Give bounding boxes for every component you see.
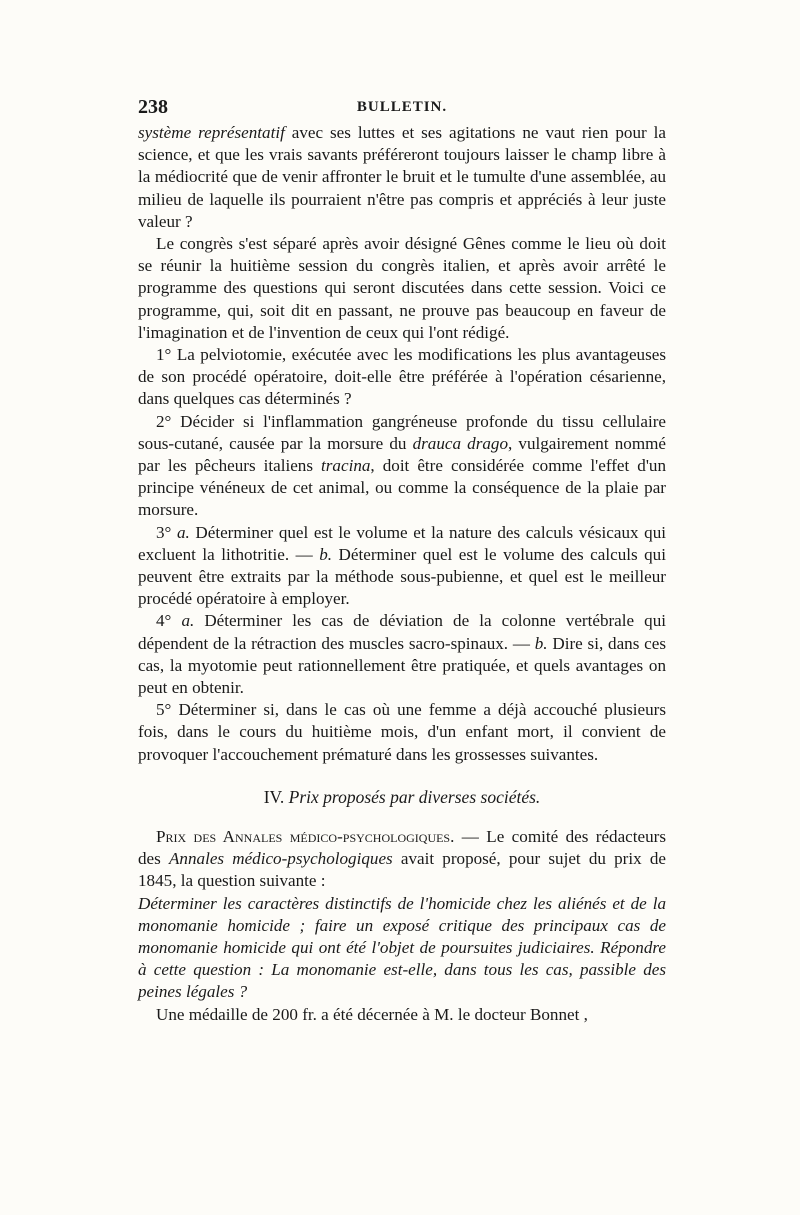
- question-4: [138, 610, 666, 699]
- paragraph-1-text: avec ses luttes et ses agitations ne vaut rien pour la science, et que les vrais savants préféreront toujours laisser le champ libre à la médiocrité que de venir affronter le bruit et le tumulte d'une assemblée, au milieu de laquelle ils pourraient n'être pas compris et appréciés à leur juste valeur ?: [138, 123, 666, 231]
- running-title: BULLETIN.: [356, 99, 448, 115]
- page: [138, 96, 666, 1026]
- question-4-text-b: Dire si, dans ces cas, la myotomie peut rationnellement être pratiquée, et quels avantages on peut en obtenir.: [138, 633, 666, 698]
- prize-text-b: avait proposé, pour sujet du prix de 1845, la question suivante :: [138, 849, 666, 891]
- common-name: tracina: [321, 456, 371, 476]
- italic-term: système représentatif: [138, 123, 285, 142]
- question-3-part-b: b.: [319, 544, 333, 564]
- question-4-part-b: b.: [534, 633, 548, 653]
- question-3: [138, 522, 666, 611]
- question-3-text-a: Déterminer quel est le volume et la nature des calculs vésicaux qui excluent la lithotritie. —: [138, 522, 667, 564]
- question-3-number: 3°: [156, 522, 177, 542]
- species-name: drauca drago: [412, 433, 508, 453]
- question-4-part-a: a.: [181, 611, 195, 631]
- question-2-text-b: , vulgairement nommé par les pêcheurs italiens: [138, 433, 666, 476]
- question-1: 1° La pelviotomie, exécutée avec les modifications les plus avantageuses de son procédé opératoire, doit-elle être préférée à l'opération césarienne, dans quelques cas déterminés ?: [138, 345, 666, 409]
- paragraph-congress: Le congrès s'est séparé après avoir désigné Gênes comme le lieu où doit se réunir la huitième session du congrès italien, et après avoir arrêté le programme des questions qui seront discutées dans cette session. Voici ce programme, qui, soit dit en passant, ne prouve pas beaucoup en faveur de l'imagination et de l'invention de ceux qui l'ont rédigé.: [138, 234, 666, 342]
- question-5: 5° Déterminer si, dans le cas où une femme a déjà accouché plusieurs fois, dans le cours du huitième mois, d'un enfant mort, il convient de provoquer l'accouchement prématuré dans les grossesses suivantes.: [138, 700, 666, 764]
- prize-question-quote: Déterminer les caractères distinctifs de l'homicide chez les aliénés et de la monomanie homicide ; faire un exposé critique des principaux cas de monomanie homicide qui ont été l'objet de poursuites judiciaires. Répondre à cette question : La monomanie est-elle, dans tous les cas, passible des peines légales ?: [138, 893, 666, 1002]
- prize-heading: Prix des Annales médico-psychologiques.: [156, 826, 455, 846]
- prize-paragraph: [138, 826, 666, 893]
- question-2: [138, 411, 666, 522]
- journal-title: Annales médico-psychologiques: [168, 849, 393, 869]
- section-number: IV.: [263, 786, 285, 807]
- page-header: [138, 96, 666, 122]
- question-4-text-a: Déterminer les cas de déviation de la colonne vertébrale qui dépendent de la rétraction des muscles sacro-spinaux. —: [138, 611, 667, 653]
- page-number: 238: [138, 96, 168, 118]
- question-2-text-a: 2° Décider si l'inflammation gangréneuse profonde du tissu cellulaire sous-cutané, causée par la morsure du: [138, 411, 666, 453]
- question-3-text-b: Déterminer quel est le volume des calculs qui peuvent être extraits par la méthode sous-pubienne, et quel est le meilleur procédé opératoire à employer.: [138, 544, 666, 609]
- question-4-number: 4°: [156, 611, 182, 631]
- award-line: Une médaille de 200 fr. a été décernée à M. le docteur Bonnet ,: [156, 1004, 588, 1024]
- question-3-part-a: a.: [176, 522, 190, 542]
- body-text: [138, 122, 666, 1026]
- prize-text-a: — Le comité des rédacteurs des: [138, 826, 666, 869]
- question-2-text-c: , doit être considérée comme l'effet d'un principe vénéneux de cet animal, ou comme la conséquence de la plaie par morsure.: [138, 456, 666, 520]
- paragraph-1: [138, 122, 666, 233]
- section-title: Prix proposés par diverses sociétés.: [288, 786, 541, 807]
- section-heading: [138, 786, 666, 808]
